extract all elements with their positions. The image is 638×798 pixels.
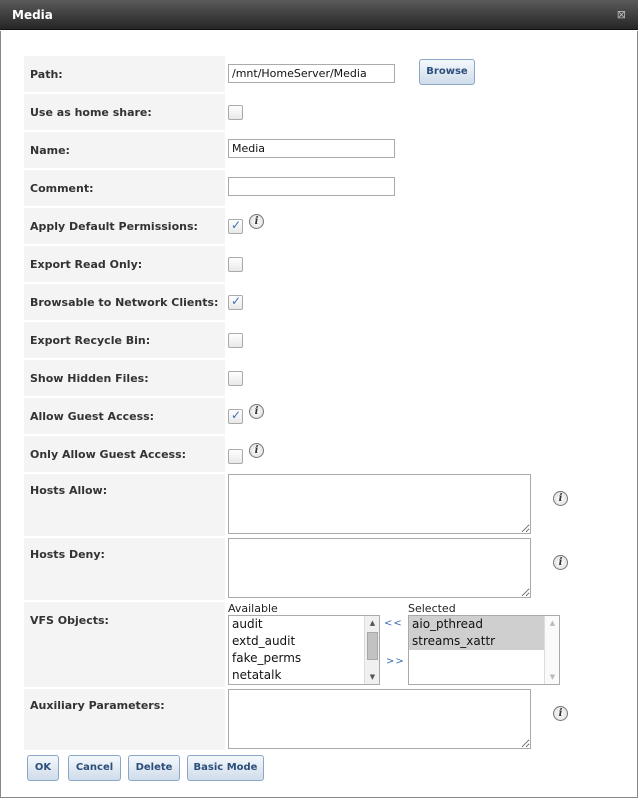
basic-mode-button[interactable]: Basic Mode (187, 755, 264, 781)
vfs-selected-scrollbar[interactable] (544, 616, 559, 684)
dialog-body (0, 31, 638, 798)
row-home-share (24, 94, 624, 131)
row-path (24, 56, 624, 93)
home-share-checkbox[interactable] (228, 105, 243, 120)
auxiliary-parameters-info-icon[interactable]: i (553, 706, 568, 721)
recycle-bin-label: Export Recycle Bin: (24, 322, 225, 359)
list-item[interactable]: streams_xattr (409, 633, 544, 650)
path-input[interactable] (228, 64, 395, 83)
browsable-checkbox[interactable] (228, 295, 243, 310)
vfs-available-scrollbar[interactable] (364, 616, 379, 684)
cancel-button[interactable]: Cancel (68, 755, 121, 781)
vfs-available-listbox[interactable] (228, 615, 380, 685)
row-hidden-files (24, 360, 624, 397)
scroll-thumb[interactable] (367, 632, 378, 660)
dialog-title: Media (12, 8, 53, 22)
vfs-selected-listbox[interactable] (408, 615, 560, 685)
list-item[interactable]: audit (232, 617, 263, 631)
hosts-allow-label: Hosts Allow: (24, 474, 225, 537)
row-default-permissions (24, 208, 624, 245)
only-guest-info-icon[interactable]: i (249, 443, 264, 458)
home-share-label: Use as home share: (24, 94, 225, 131)
default-permissions-checkbox[interactable] (228, 219, 243, 234)
hosts-allow-textarea[interactable] (228, 474, 531, 534)
hidden-files-label: Show Hidden Files: (24, 360, 225, 397)
read-only-checkbox[interactable] (228, 257, 243, 272)
auxiliary-parameters-textarea[interactable] (228, 689, 531, 749)
auxiliary-parameters-label: Auxiliary Parameters: (24, 689, 225, 751)
scroll-down-icon[interactable]: ▼ (549, 673, 556, 681)
row-vfs-objects (24, 602, 624, 688)
hidden-files-checkbox[interactable] (228, 371, 243, 386)
list-item[interactable]: netatalk (232, 668, 282, 682)
move-right-button[interactable]: >> (386, 656, 405, 667)
comment-input[interactable] (228, 177, 395, 196)
list-item[interactable]: extd_audit (232, 634, 296, 648)
hosts-deny-label: Hosts Deny: (24, 538, 225, 601)
row-only-guest (24, 436, 624, 473)
hosts-deny-textarea[interactable] (228, 538, 531, 598)
comment-label: Comment: (24, 170, 225, 207)
name-input[interactable] (228, 139, 395, 158)
browsable-label: Browsable to Network Clients: (24, 284, 225, 321)
ok-button[interactable]: OK (27, 755, 59, 781)
guest-access-label: Allow Guest Access: (24, 398, 225, 435)
vfs-objects-label: VFS Objects: (24, 602, 225, 688)
move-left-button[interactable]: << (384, 618, 403, 629)
scroll-up-icon[interactable]: ▲ (369, 619, 376, 627)
row-comment (24, 170, 624, 207)
close-icon[interactable]: ⊠ (616, 8, 626, 21)
browse-button[interactable]: Browse (419, 59, 475, 85)
guest-access-checkbox[interactable] (228, 409, 243, 424)
scroll-up-icon[interactable]: ▲ (549, 619, 556, 627)
row-read-only (24, 246, 624, 283)
recycle-bin-checkbox[interactable] (228, 333, 243, 348)
hosts-deny-info-icon[interactable]: i (553, 555, 568, 570)
list-item[interactable]: aio_pthread (409, 616, 544, 633)
row-auxiliary-parameters (24, 689, 624, 751)
delete-button[interactable]: Delete (128, 755, 180, 781)
path-label: Path: (24, 56, 225, 93)
vfs-selected-label: Selected (408, 602, 456, 615)
read-only-label: Export Read Only: (24, 246, 225, 283)
default-permissions-label: Apply Default Permissions: (24, 208, 225, 245)
row-name (24, 132, 624, 169)
row-hosts-deny (24, 538, 624, 601)
only-guest-checkbox[interactable] (228, 449, 243, 464)
row-browsable (24, 284, 624, 321)
row-hosts-allow (24, 474, 624, 537)
row-guest-access (24, 398, 624, 435)
scroll-down-icon[interactable]: ▼ (369, 673, 376, 681)
dialog-titlebar (0, 0, 638, 30)
only-guest-label: Only Allow Guest Access: (24, 436, 225, 473)
hosts-allow-info-icon[interactable]: i (553, 491, 568, 506)
default-permissions-info-icon[interactable]: i (249, 214, 264, 229)
list-item[interactable]: fake_perms (232, 651, 302, 665)
row-recycle-bin (24, 322, 624, 359)
name-label: Name: (24, 132, 225, 169)
vfs-available-label: Available (228, 602, 278, 615)
guest-access-info-icon[interactable]: i (249, 404, 264, 419)
